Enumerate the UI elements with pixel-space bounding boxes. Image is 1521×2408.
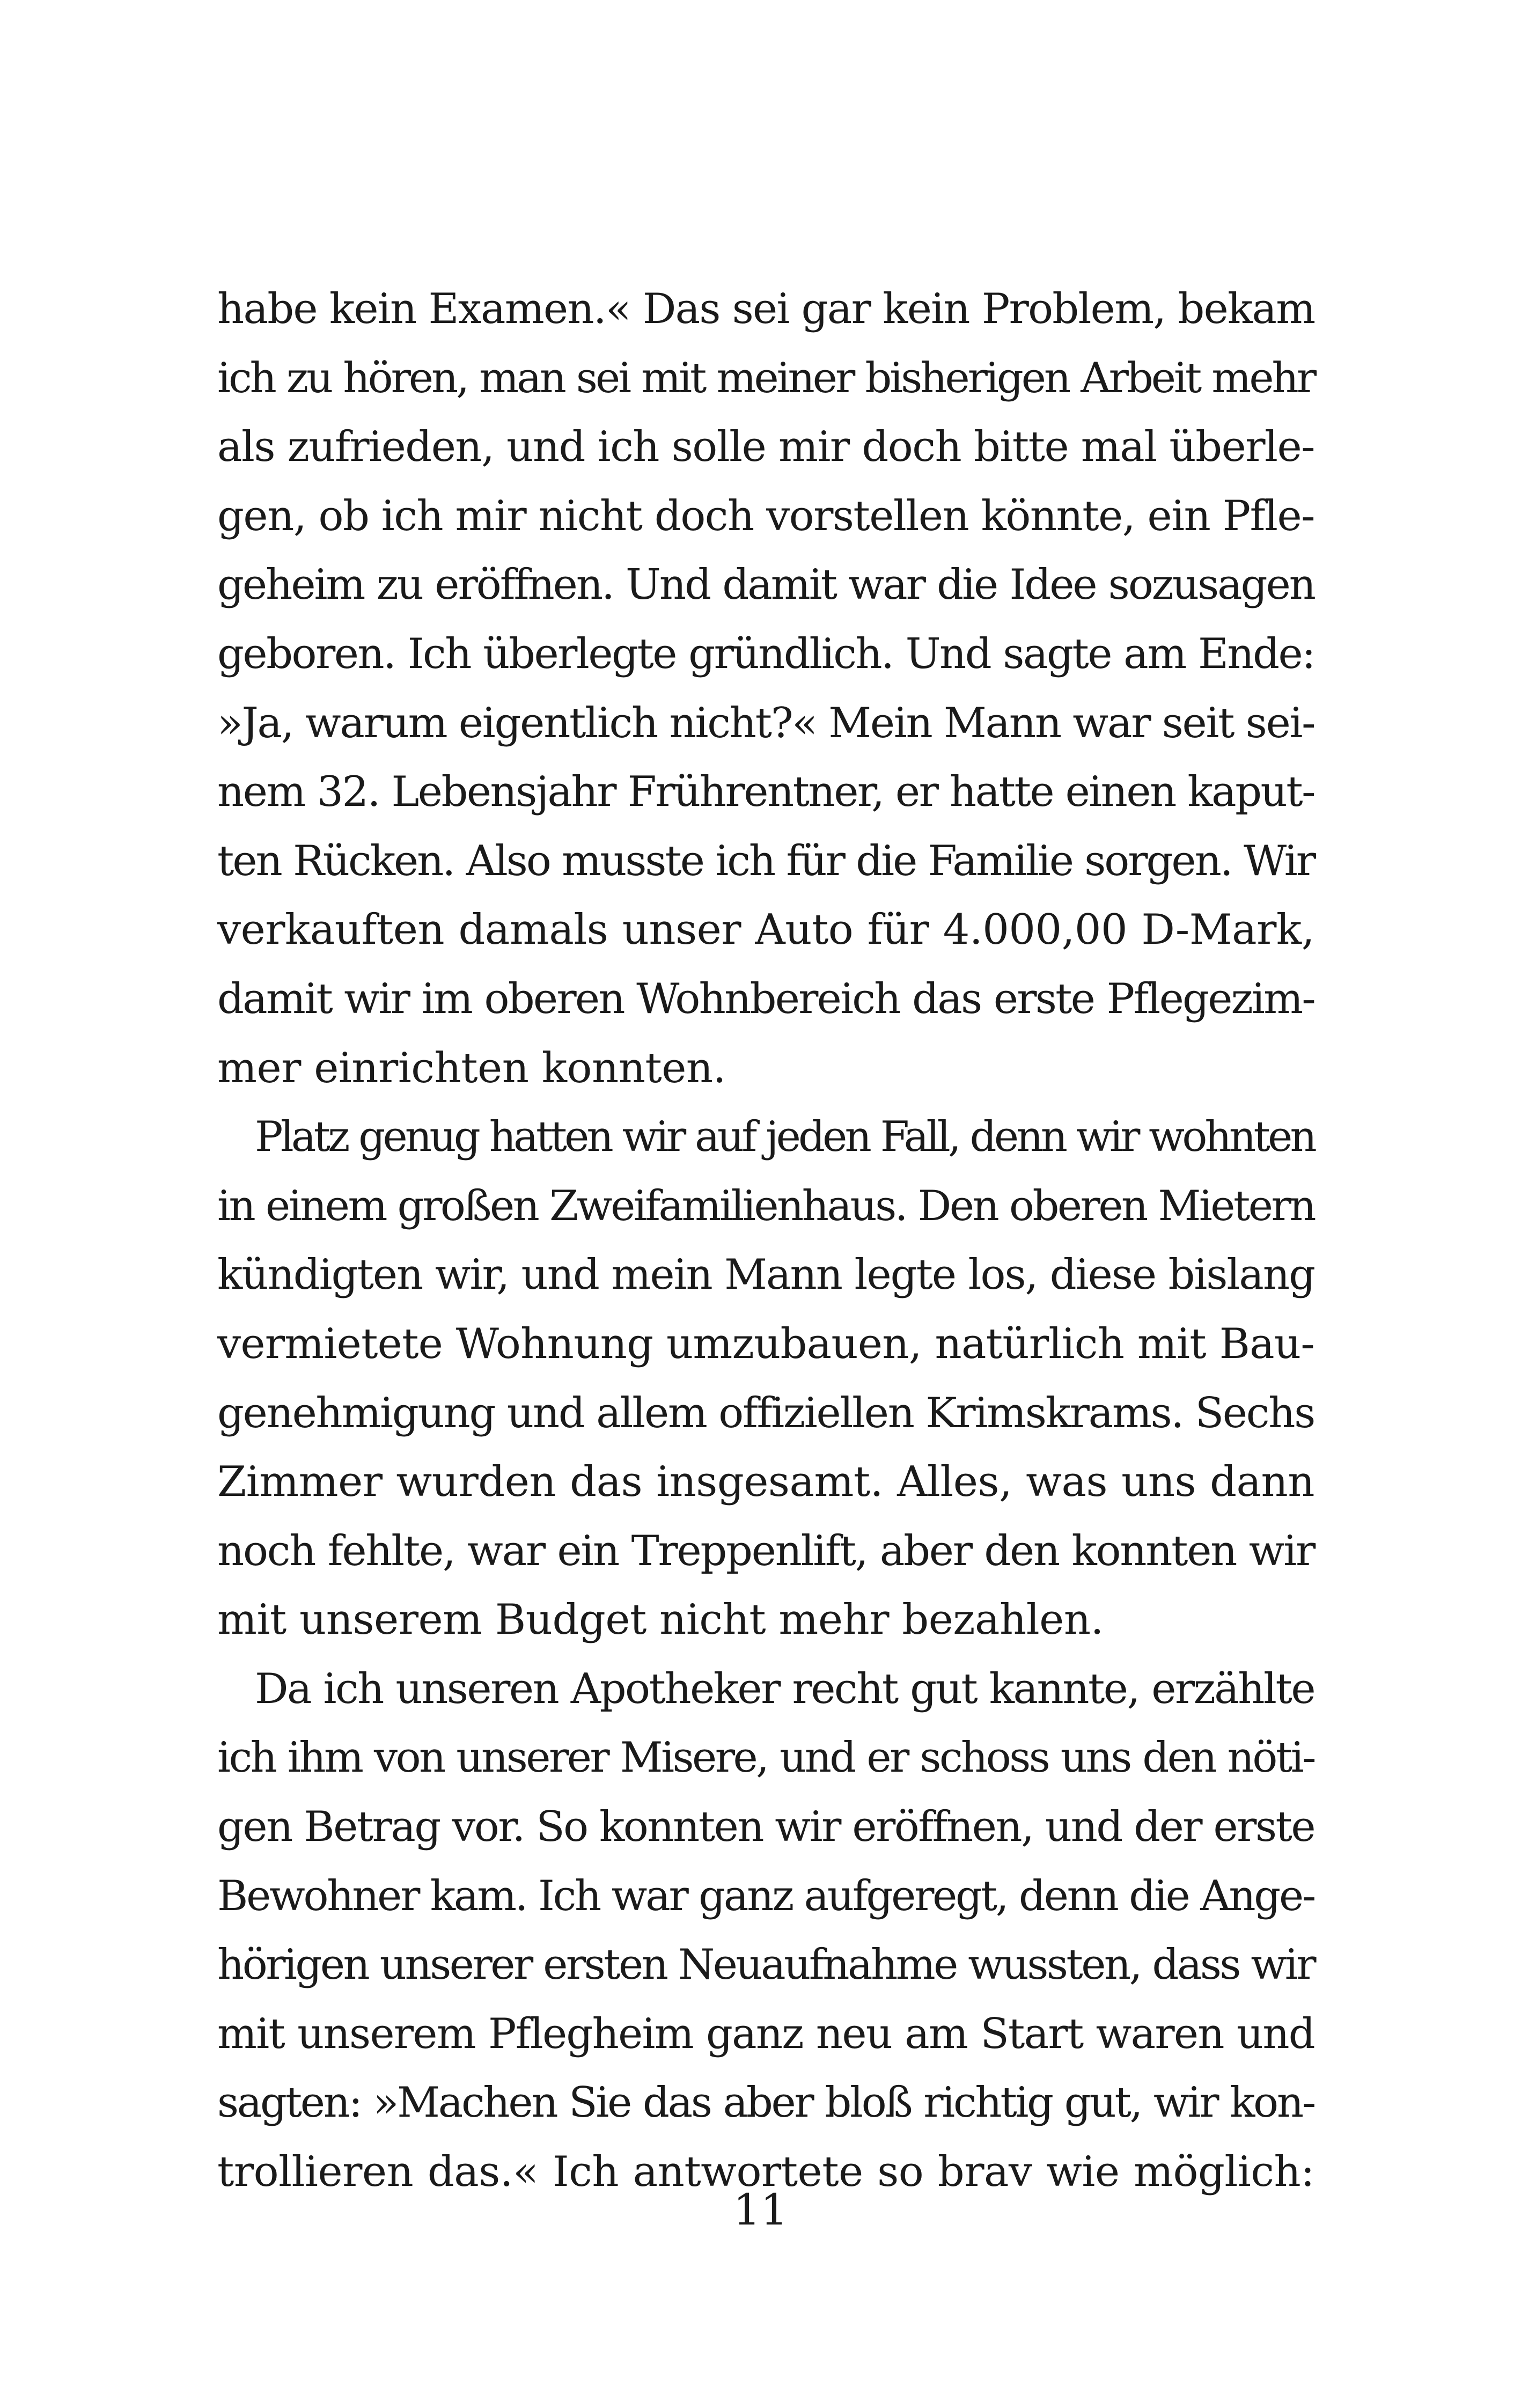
text-line: geheim zu eröffnen. Und damit war die Idee sozusagen (217, 561, 1314, 610)
text-line: Da ich unseren Apotheker recht gut kannte, erzählte (255, 1664, 1314, 1713)
text-line: gen Betrag vor. So konnten wir eröffnen, und der erste (217, 1803, 1314, 1852)
body-text (217, 275, 1314, 2207)
text-line: nem 32. Lebensjahr Frührentner, er hatte einen kaput- (217, 768, 1314, 817)
text-line: in einem großen Zweifamilienhaus. Den oberen Mietern (217, 1181, 1314, 1230)
text-line: Zimmer wurden das insgesamt. Alles, was uns dann (217, 1458, 1314, 1507)
text-line: Bewohner kam. Ich war ganz aufgeregt, denn die Ange- (217, 1871, 1314, 1920)
text-line: genehmigung und allem offiziellen Krimskrams. Sechs (217, 1389, 1314, 1437)
text-line: kündigten wir, und mein Mann legte los, diese bislang (217, 1251, 1314, 1300)
text-line: mit unserem Budget nicht mehr bezahlen. (217, 1596, 1104, 1645)
text-line: ich ihm von unserer Misere, und er schoss uns den nöti- (217, 1734, 1314, 1782)
text-line: mit unserem Pflegheim ganz neu am Start waren und (217, 2009, 1314, 2058)
text-line: mer einrichten konnten. (217, 1044, 726, 1092)
page-number: 11 (733, 2185, 788, 2235)
text-line: gen, ob ich mir nicht doch vorstellen könnte, ein Pfle- (217, 491, 1314, 540)
text-line: ich zu hören, man sei mit meiner bisherigen Arbeit mehr (217, 354, 1314, 402)
text-line: Platz genug hatten wir auf jeden Fall, denn wir wohnten (255, 1113, 1314, 1162)
text-line: damit wir im oberen Wohnbereich das erste Pflegezim- (217, 974, 1314, 1023)
text-line: geboren. Ich überlegte gründlich. Und sagte am Ende: (217, 629, 1314, 678)
text-line: ten Rücken. Also musste ich für die Familie sorgen. Wir (217, 836, 1314, 885)
text-line: noch fehlte, war ein Treppenlift, aber den konnten wir (217, 1526, 1314, 1575)
text-line: trollieren das.« Ich antwortete so brav wie möglich: (217, 2148, 1314, 2197)
text-line: habe kein Examen.« Das sei gar kein Problem, bekam (217, 285, 1315, 333)
text-line: vermietete Wohnung umzubauen, natürlich mit Bau- (217, 1319, 1314, 1368)
text-line: verkauften damals unser Auto für 4.000,00 D-Mark, (217, 906, 1314, 955)
text-line: als zufrieden, und ich solle mir doch bitte mal überle- (217, 423, 1314, 472)
text-line: sagten: »Machen Sie das aber bloß richtig gut, wir kon- (217, 2079, 1314, 2127)
text-line: »Ja, warum eigentlich nicht?« Mein Mann war seit sei- (217, 699, 1315, 747)
text-line: hörigen unserer ersten Neuaufnahme wussten, dass wir (217, 1941, 1314, 1989)
